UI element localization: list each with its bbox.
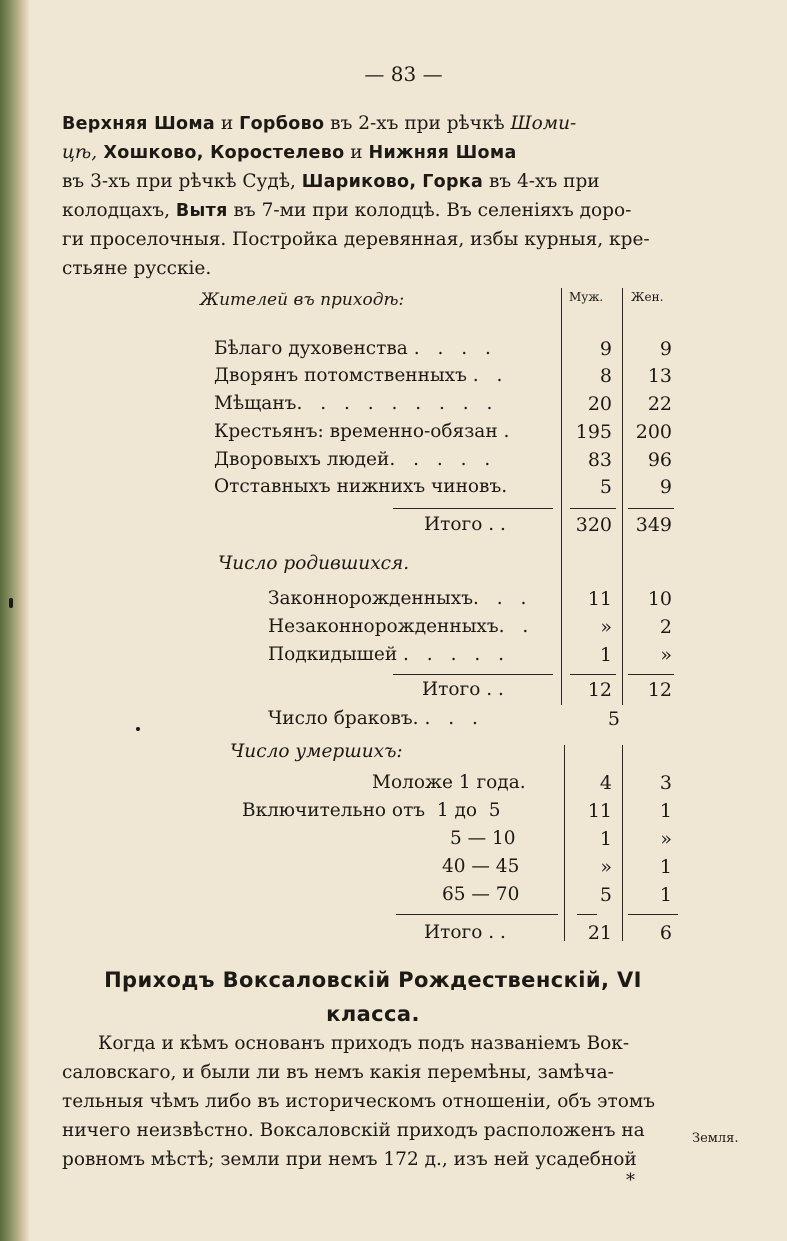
label-text: Незаконнорожденныхъ [268,616,499,637]
leader-dots: . . . [424,708,484,729]
births-heading: Число родившихся. [218,553,410,574]
village-name: Шариково, [301,172,417,192]
female-count: 1 [659,800,672,822]
row-label [214,476,507,498]
male-count: 9 [599,338,612,360]
row-label: 65 — 70 [442,884,520,905]
female-count: 9 [659,476,672,498]
male-count: » [600,616,612,638]
intro-line-3 [62,167,684,197]
male-count: 5 [599,476,612,498]
male-count: » [600,856,612,878]
column-header-female: Жен. [631,290,664,304]
text-fragment: въ 7-ми при колодцѣ. Въ селеніяхъ доро- [227,200,632,221]
deaths-heading: Число умершихъ: [230,741,403,762]
leader-dots: . [503,421,516,442]
village-name: Коростелево [210,143,345,163]
female-count: 22 [647,393,672,415]
page-number: — 83 — [364,62,443,86]
female-count: 10 [647,588,672,610]
body-line-3: тельныя чѣмъ либо въ историческомъ отношеніи, объ этомъ [62,1091,656,1112]
label-text: Крестьянъ: временно-обязан [214,421,498,442]
total-label: Итого . . [424,922,506,943]
female-count: 2 [659,616,672,638]
column-rule [564,745,565,941]
label-text: Мѣщанъ [214,393,297,414]
text-fragment: цѣ, [62,142,98,163]
female-count: 1 [659,884,672,906]
total-label: Итого . . [422,679,504,700]
margin-note: Земля. [692,1131,739,1146]
male-count: 1 [599,828,612,850]
intro-line-4 [62,196,684,226]
ink-speck [136,727,140,731]
intro-line-6: стьяне русскіе. [62,258,212,279]
village-name: Хошково, [97,143,211,163]
village-name: Горбово [239,114,325,134]
column-header-male: Муж. [569,290,604,304]
row-label: 5 — 10 [450,828,516,849]
female-count: » [660,644,672,666]
village-name: Горка [422,172,484,192]
row-label [268,708,484,730]
village-name: Вытя [175,201,228,221]
village-name: Нижняя Шома [368,143,517,163]
female-count: 200 [635,421,672,443]
section-heading-line-2: класса. [326,1002,420,1026]
row-label: 40 — 45 [442,856,520,877]
total-rule [393,508,553,509]
female-total: 6 [659,922,672,944]
row-label [214,365,508,387]
male-count: 11 [587,800,612,822]
row-label [268,616,534,638]
male-total: 21 [587,922,612,944]
label-text: Дворовыхъ людей [214,449,390,470]
row-label [268,644,510,666]
male-total: 320 [575,514,612,536]
residents-heading: Жителей въ приходѣ: [200,290,405,310]
female-total: 12 [647,679,672,701]
female-count: 96 [647,449,672,471]
male-count: 11 [587,588,612,610]
text-fragment: въ 3-хъ при рѣчкѣ Судѣ, [62,171,302,192]
text-fragment: колодцахъ, [62,200,176,221]
male-count: 1 [599,644,612,666]
total-rule [628,508,674,509]
male-count: 20 [587,393,612,415]
total-rule [577,914,597,915]
body-line-2: саловскаго, и были ли въ немъ какія перемѣны, замѣча- [62,1062,614,1083]
body-line-5: ровномъ мѣстѣ; земли при немъ 172 д., изъ ней усадебной [62,1149,637,1170]
male-count: 5 [599,884,612,906]
section-heading-line-1: Приходъ Воксаловскій Рождественскій, VI [104,968,642,992]
body-line-1 [62,1029,684,1058]
column-rule [622,288,623,705]
female-count: » [660,828,672,850]
row-label [214,393,498,415]
intro-line-5: ги проселочныя. Постройка деревянная, избы курныя, кре- [62,229,650,250]
village-name: Верхняя Шома [62,114,216,134]
row-label [268,588,532,610]
book-spine-edge [0,0,30,1241]
leader-dots: . . . . . [389,449,497,470]
leader-dots: . . . [472,588,533,609]
total-rule [570,508,616,509]
female-total: 349 [635,514,672,536]
leader-dots: . . . . [413,338,497,359]
male-count: 8 [599,365,612,387]
total-rule [396,914,558,915]
text-fragment: и [344,142,369,163]
leader-dots: . . . . . [403,644,510,665]
text-fragment: Шоми- [510,113,577,134]
row-label: Включительно отъ 1 до 5 [242,800,501,821]
male-count: 83 [587,449,612,471]
text-fragment: въ 2-хъ при рѣчкѣ [324,113,511,134]
male-count: 4 [599,772,612,794]
total-rule [393,674,553,675]
male-count: 195 [575,421,612,443]
row-label: Моложе 1 года. [372,772,526,793]
label-text: Отставныхъ нижнихъ чиновъ [214,476,502,497]
label-text: Дворянъ потомственныхъ [214,365,467,386]
row-label [214,449,496,471]
total-rule [570,674,616,675]
leader-dots: . . . . . . . . . [296,393,499,414]
label-text: Число браковъ. [268,708,419,729]
ink-speck [9,598,13,608]
column-rule [622,745,623,941]
text-fragment: въ 4-хъ при [483,171,600,192]
text-fragment: Когда и кѣмъ основанъ приходъ подъ названіемъ Вок- [98,1033,630,1054]
leader-dots: . . [472,365,509,386]
row-label [214,421,515,443]
label-text: Подкидышей [268,644,398,665]
intro-line-1 [62,109,684,139]
marriage-count: 5 [607,708,620,730]
female-count: 13 [647,365,672,387]
column-rule [561,288,562,705]
male-total: 12 [587,679,612,701]
total-rule [628,674,674,675]
label-text: Законнорожденныхъ [268,588,473,609]
female-count: 1 [659,856,672,878]
female-count: 3 [659,772,672,794]
female-count: 9 [659,338,672,360]
label-text: Бѣлаго духовенства [214,338,408,359]
leader-dots: . [501,476,508,497]
section-heading [62,963,684,1031]
row-label [214,338,497,360]
text-fragment: и [215,113,240,134]
total-rule [628,914,678,915]
total-label: Итого . . [424,514,506,535]
leader-dots: . . [498,616,535,637]
body-line-4: ничего неизвѣстно. Воксаловскій приходъ расположенъ на [62,1120,645,1141]
intro-line-2 [62,138,684,168]
signature-mark: * [626,1170,635,1191]
